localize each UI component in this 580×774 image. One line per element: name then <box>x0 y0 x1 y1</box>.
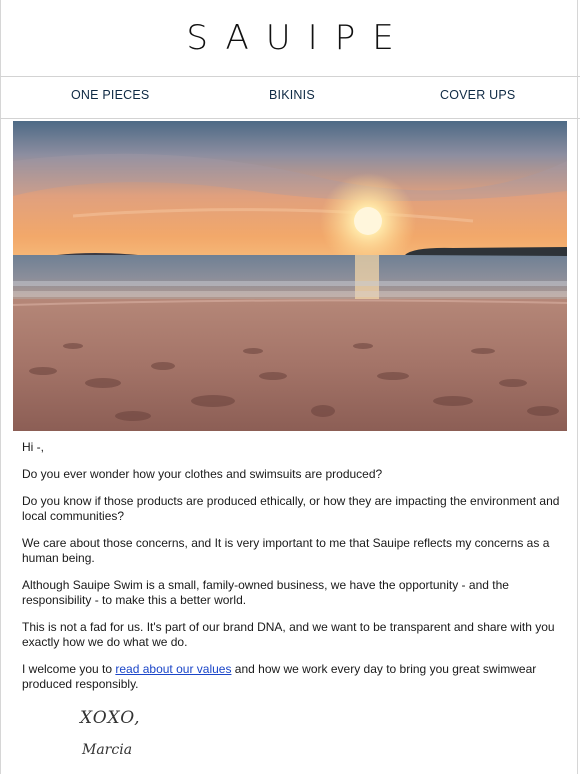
values-link[interactable]: read about our values <box>115 662 232 676</box>
paragraph-6-suffix: and how we work every day to bring you great swimwear produced responsibly. <box>22 662 537 691</box>
signature-xoxo: XOXO, <box>80 708 141 728</box>
paragraph-6 <box>22 662 562 692</box>
paragraph-2: Do you know if those products are produced ethically, or how they are impacting the environment and local communities? <box>22 494 560 523</box>
paragraph-3: We care about those concerns, and It is very important to me that Sauipe reflects my concerns as a human being. <box>22 536 550 565</box>
hero-image[interactable] <box>13 121 567 431</box>
brand-logo[interactable]: SAUIPE <box>186 18 411 58</box>
paragraph-6-prefix: I welcome you to <box>22 662 116 676</box>
sunset-beach-photo-icon <box>13 121 567 431</box>
nav-cover-ups-link[interactable]: COVER UPS <box>440 88 516 102</box>
nav-one-pieces-link[interactable]: ONE PIECES <box>71 88 150 102</box>
header-divider-top <box>0 76 580 77</box>
greeting-text: Hi -, <box>22 440 44 454</box>
signature-name: Marcia <box>82 742 133 758</box>
header-divider-bottom <box>0 118 580 119</box>
paragraph-4: Although Sauipe Swim is a small, family-owned business, we have the opportunity - and the responsibility - to make this a better world. <box>22 578 509 607</box>
paragraph-1: Do you ever wonder how your clothes and swimsuits are produced? <box>22 467 383 481</box>
nav-bikinis-link[interactable]: BIKINIS <box>269 88 315 102</box>
signature <box>80 708 141 758</box>
category-nav <box>0 88 580 108</box>
email-body <box>22 440 562 704</box>
paragraph-5: This is not a fad for us. It's part of our brand DNA, and we want to be transparent and share with you exactly how we do what we do. <box>22 620 555 649</box>
